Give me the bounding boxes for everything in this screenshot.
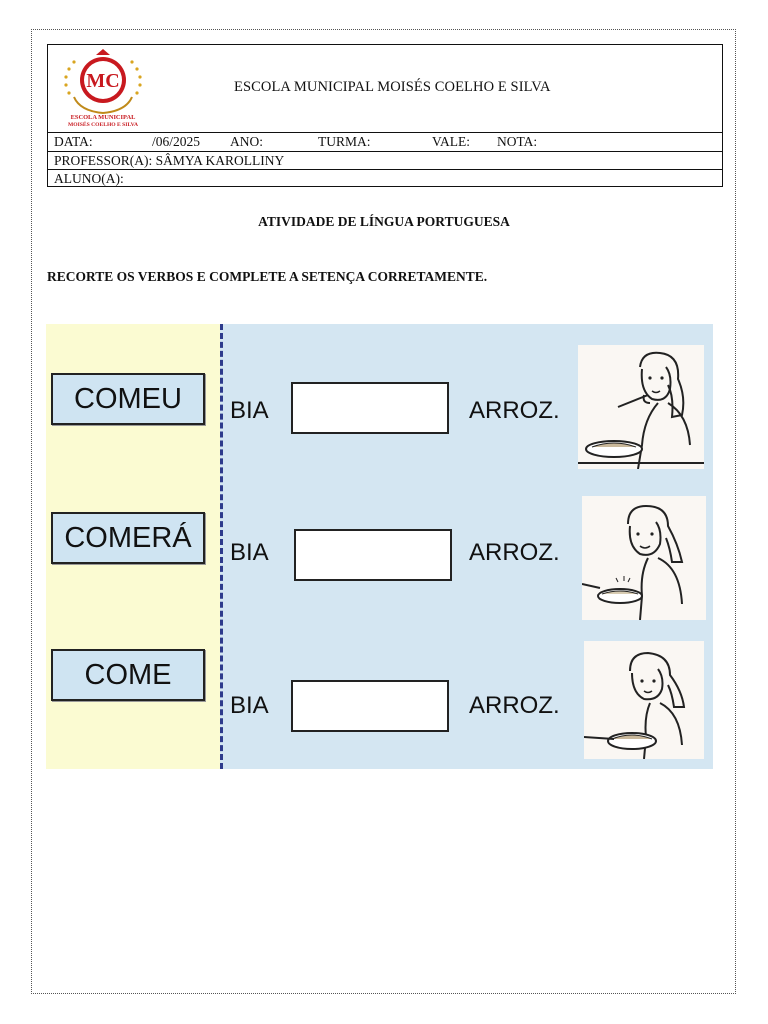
girl-eating-now-icon <box>584 641 704 759</box>
instruction: RECORTE OS VERBOS E COMPLETE A SETENÇA CORRETAMENTE. <box>47 269 488 284</box>
activity-area <box>46 324 713 769</box>
info-row-date <box>48 132 722 151</box>
professor-line: PROFESSOR(A): SÂMYA KAROLLINY <box>54 153 285 168</box>
subject-bia-1: BIA <box>230 397 269 424</box>
info-row-aluno <box>48 169 722 188</box>
nota-label: NOTA: <box>497 134 538 149</box>
object-arroz-3: ARROZ. <box>469 692 560 719</box>
school-name: ESCOLA MUNICIPAL MOISÉS COELHO E SILVA <box>234 79 551 95</box>
school-logo <box>60 49 146 129</box>
logo-initials: MC <box>86 70 120 92</box>
info-row-professor <box>48 151 722 170</box>
ano-label: ANO: <box>230 134 263 149</box>
object-arroz-2: ARROZ. <box>469 539 560 566</box>
data-value: /06/2025 <box>152 134 201 149</box>
object-arroz-1: ARROZ. <box>469 397 560 424</box>
vale-label: VALE: <box>432 134 471 149</box>
logo-caption-1: ESCOLA MUNICIPAL <box>70 114 136 121</box>
verb-card-comera[interactable]: COMERÁ <box>51 512 205 564</box>
aluno-label: ALUNO(A): <box>54 171 124 186</box>
header-top <box>48 45 722 133</box>
answer-blank-2[interactable] <box>294 529 452 581</box>
verb-card-comeu[interactable]: COMEU <box>51 373 205 425</box>
answer-blank-3[interactable] <box>291 680 449 732</box>
cut-line <box>220 324 223 769</box>
turma-label: TURMA: <box>318 134 371 149</box>
activity-title: ATIVIDADE DE LÍNGUA PORTUGUESA <box>258 214 510 229</box>
girl-will-eat-icon <box>582 496 706 620</box>
subject-bia-2: BIA <box>230 539 269 566</box>
header-box <box>47 44 723 187</box>
answer-blank-1[interactable] <box>291 382 449 434</box>
subject-bia-3: BIA <box>230 692 269 719</box>
logo-caption-2: MOISÉS COELHO E SILVA <box>67 122 139 128</box>
verb-card-come[interactable]: COME <box>51 649 205 701</box>
data-label: DATA: <box>54 134 93 149</box>
girl-eating-icon <box>578 345 704 469</box>
